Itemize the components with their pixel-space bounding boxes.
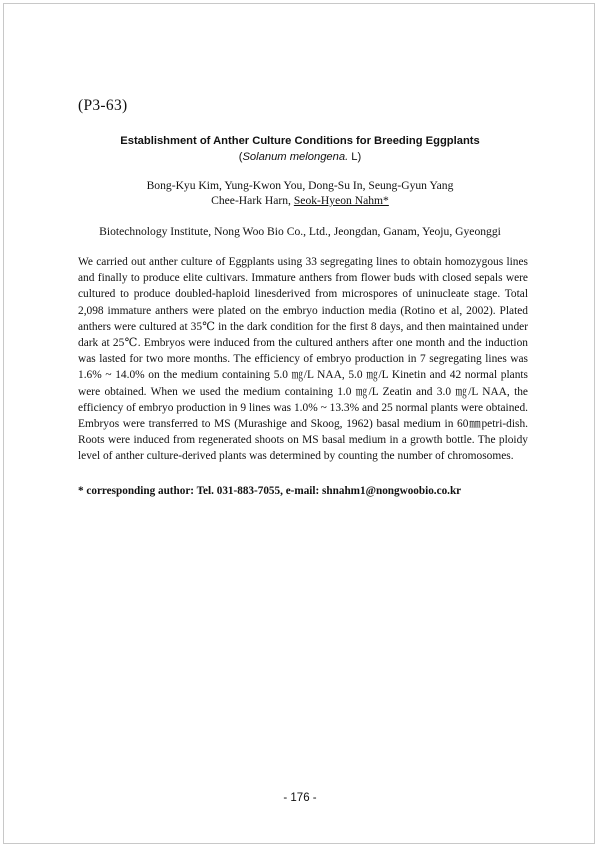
title-open-paren: ( xyxy=(238,151,243,163)
page-number: - 176 - xyxy=(283,792,317,804)
authors-line-1: Bong-Kyu Kim, Yung-Kwon You, Dong-Su In, Seung-Gyun Yang xyxy=(146,179,454,192)
title-species: Solanum melongena. xyxy=(242,151,349,163)
title-main: Establishment of Anther Culture Conditions for Breeding Eggplants xyxy=(120,135,480,147)
authors-line-2 xyxy=(0,193,600,208)
author-list xyxy=(0,178,600,208)
corresponding-author-contact: * corresponding author: Tel. 031-883-7055, e-mail: shnahm1@nongwoobio.co.kr xyxy=(78,485,462,497)
title-species-suffix: L) xyxy=(348,151,362,163)
authors-line-2-plain: Chee-Hark Harn, xyxy=(211,194,294,207)
title-species-line xyxy=(0,149,600,165)
abstract-body: We carried out anther culture of Eggplants using 33 segregating lines to obtain homozygous lines and finally to produce elite cultivars. Immature anthers from flower buds with closed sepals were cultured to produce doubled-haploid linesderived from microspores of uninucleate stage. Total 2,098 immature anthers were plated on the embryo induction media (Rotino et al, 2002). Plated anthers were cultured at 35℃ in the dark condition for the first 8 days, and then maintained under dark at 25℃. Embryos were induced from the cultured anthers after one month and the induction was lasted for two more months. The efficiency of embryo production in 7 segregating lines was 1.6% ~ 14.0% on the medium containing 5.0 ㎎/L NAA, 5.0 ㎎/L Kinetin and 42 normal plants were obtained. When we used the medium containing 1.0 ㎎/L Zeatin and 3.0 ㎎/L NAA, the efficiency of embryo production in 9 lines was 1.0% ~ 13.3% and 25 normal plants were obtained. Embryos were transferred to MS (Murashige and Skoog, 1962) basal medium in 60㎜petri-dish. Roots were induced from regenerated shoots on MS basal medium in a growth bottle. The ploidy level of anther culture-derived plants was determined by counting the number of chromosomes. xyxy=(78,256,528,463)
abstract-code: (P3-63) xyxy=(78,97,128,114)
paper-title xyxy=(0,133,600,165)
corresponding-author-name: Seok-Hyeon Nahm* xyxy=(293,194,389,207)
affiliation: Biotechnology Institute, Nong Woo Bio Co., Ltd., Jeongdan, Ganam, Yeoju, Gyeonggi xyxy=(99,225,501,238)
